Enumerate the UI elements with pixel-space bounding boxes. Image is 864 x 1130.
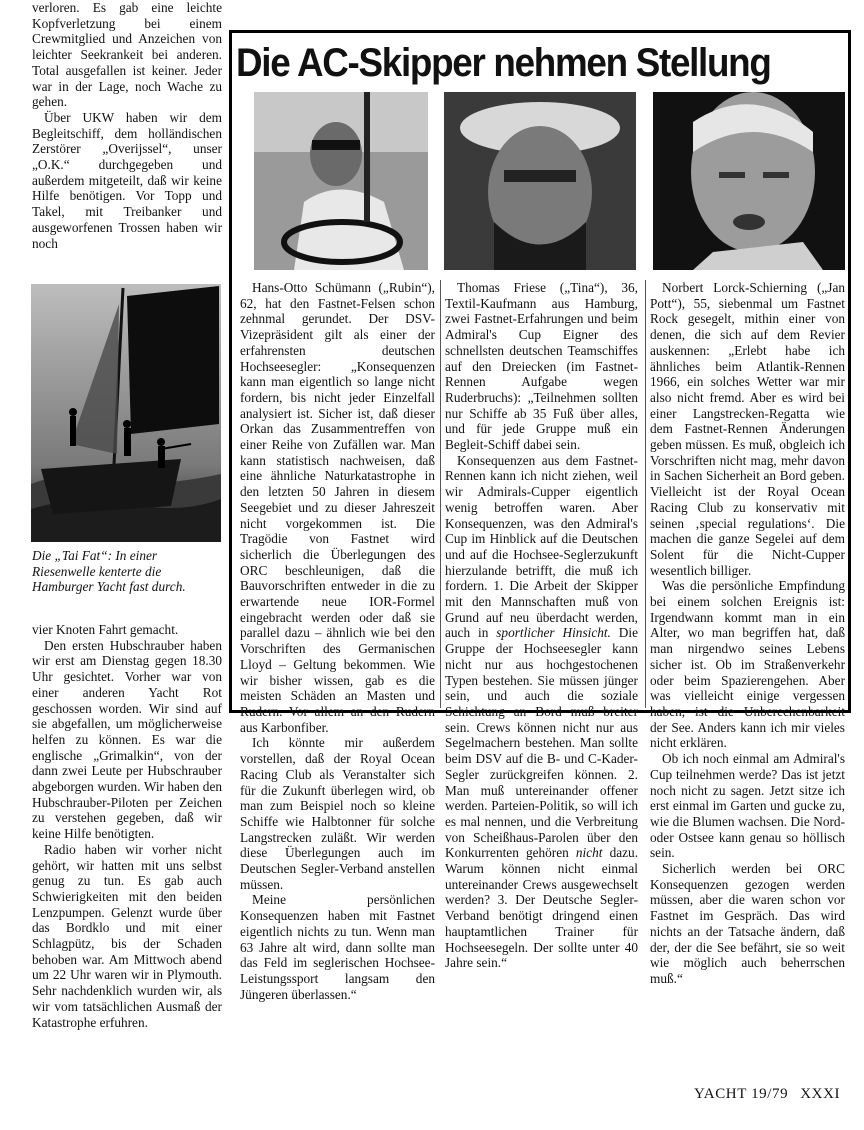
friese-paragraph-1: Thomas Friese („Tina“), 36, Textil-Kaufmann aus Hamburg, zwei Fastnet-Erfahrungen und beim Admiral's Cup Eigner des schnellsten deutschen Teamschiffes auf den Dreiecken (im Fastnet-Rennen Aufgabe wegen Ruderbruchs): „Teilnehmen sollten nur Schiffe ab 35 Fuß über alles, und für jede Gruppe muß ein Begleit-Schiff dabei sein. (445, 280, 638, 453)
left-paragraph-1: verloren. Es gab eine leichte Kopfverletzung bei einem Crewmitglied und Anzeichen von leichter Seekrankeit bei anderen. Total ausgefallen ist keiner. Jeder war in der Lage, noch Wache zu gehen. (32, 0, 222, 110)
friese-text-c: dazu. Warum können nicht einmal untereinander Crews ausgewechselt werden? 3. Der Deutsche Segler-Verband benötigt dringend einen hauptamtlichen Trainer für Hochseesegeln. Der sollte unter 40 Jahre sein.“ (445, 845, 639, 971)
column-divider-1 (440, 280, 441, 708)
portrait-lorck-image (653, 92, 845, 270)
lorck-paragraph-4: Sicherlich werden bei ORC Konsequenzen gezogen werden müssen, aber die waren schon vor Fastnet im Gespräch. Das wird nichts an der Tatsache ändern, daß der, der die See befährt, sie so weit wie möglich auch beherrschen muß.“ (650, 861, 845, 986)
friese-emphasis-1: sportlicher Hinsicht. (496, 625, 611, 641)
feature-box-right-rule (848, 30, 851, 713)
feature-box-left-rule (229, 30, 232, 713)
left-paragraph-3: vier Knoten Fahrt gemacht. (32, 622, 179, 637)
lorck-paragraph-1: Norbert Lorck-Schierning („Jan Pott“), 55, siebenmal um Fastnet Rock gesegelt, mithin einer von denen, die sich auf dem Revier auskennen: „Erlebt habe ich ähnliches beim Atlantik-Rennen 1966, ein solches Wetter war mir also nicht fremd. Aber es wird bei einer Langstrecken-Regatta wie dem Fastnet-Rennen Änderungen geben müssen. Es muß, obgleich ich Vorschriften nicht mag, mehr davon in Sachen Sicherheit an Bord geben. Vielleicht ist der Royal Ocean Racing Club zu konservativ mit seinen ‚special regulations‘. Die machen die ganze Segelei auf dem Solent für die Nicht-Cupper wesentlich billiger. (650, 280, 845, 578)
statement-friese (445, 280, 638, 971)
statement-schuemann (240, 280, 435, 1002)
friese-paragraph-2 (445, 453, 638, 971)
magazine-issue: YACHT 19/79 (694, 1086, 789, 1102)
portrait-schuemann (254, 92, 428, 270)
lorck-paragraph-3: Ob ich noch einmal am Admiral's Cup teilnehmen werde? Das ist jetzt noch nicht zu sagen. Jetzt sitze ich erst einmal im Garten und gucke zu, wie die Blumen wachsen. Die Nord- oder Ostsee kann genau so höllisch sein. (650, 751, 845, 861)
schuemann-paragraph-3: Meine persönlichen Konsequenzen haben mit Fastnet eigentlich nichts zu tun. Wenn man 63 Jahre alt wird, dann sollte man das Feld im seglerischen Hochsee-Leistungssport langsam den Jüngeren überlassen.“ (240, 892, 435, 1002)
headline: Die AC-Skipper nehmen Stellung (236, 41, 771, 85)
page-footer (694, 1086, 840, 1103)
left-paragraph-4: Den ersten Hubschrauber haben wir erst am Dienstag gegen 18.30 Uhr gesichtet. Vorher war von einer anderen Yacht Rot geschossen worden. Wir sind auf sie abgefallen, um möglicherweise helfen zu können. Es war die englische „Grimalkin“, von der dann zwei Leute per Hubschrauber abgeborgen wurden. Wir haben den Hubschrauber-Piloten per Zeichen zu verstehen gegeben, daß wir keine Hilfe benötigten. (32, 637, 222, 842)
friese-text-b: Die Gruppe der Hochseesegler kann nicht nur aus hochgestochenen Typen bestehen. Sie müssen jünger sein, und auch die soziale Schichtung an Bord muß breiter sein. Crews können nicht nur aus Segelmachern bestehen. Man sollte beim DSV auf die B- und C-Kader-Segler zurückgreifen können. 2. Man muß untereinander offener werden. Parteien-Politik, so will ich es mal nennen, und die Verbreitung von Scheißhaus-Parolen über den Konkurrenten gehören (445, 625, 638, 861)
portrait-lorck (653, 92, 845, 270)
statement-lorck-schierning (650, 280, 845, 987)
left-paragraph-5: Radio haben wir vorher nicht gehört, wir hatten mit uns selbst genug zu tun. Es gab auch Schwierigkeiten mit den beiden Lenzpumpen. Gelenzt wurde über das Bordklo und mit einer Schlagpütz, bis der Schaden behoben war. Am Mittwoch abend um 22 Uhr waren wir in Plymouth. Sehr nachdenklich wurden wir, als wir vom tatsächlichen Ausmaß der Katastrophe erfuhren. (32, 841, 222, 1030)
page-number: XXXI (800, 1086, 841, 1102)
friese-emphasis-2: nicht (575, 845, 603, 861)
lorck-paragraph-2: Was die persönliche Empfindung bei einem solchen Ereignis ist: Irgendwann kommt man in ein Alter, wo man begriffen hat, daß man nirgendwo seines Lebens sicher ist. Ob im Straßenverkehr oder beim Spazierengehen. Aber was vielleicht einige vergessen haben, ist die Unberechenbarkeit der See. Anders kann ich mir vieles nicht erklären. (650, 578, 845, 751)
sailboat-illustration (31, 284, 221, 542)
left-column-bottom (32, 622, 222, 1030)
friese-text-a: Konsequenzen aus dem Fastnet-Rennen kann ich nicht ziehen, weil wir Admirals-Cupper eigentlich wenig betroffen waren. Aber Konsequenzen, was den Admiral's Cup im Hinblick auf die Deutschen und auf die Hochsee-Seglerzukunft hierzulande betrifft, die muß ich fordern. 1. Die Arbeit der Skipper mit den Mannschaften muß von Grund auf neu überdacht werden, auch in (445, 452, 638, 641)
portrait-friese-image (444, 92, 636, 270)
column-divider-2 (645, 280, 646, 708)
left-column-top (32, 0, 222, 251)
schuemann-paragraph-1: Hans-Otto Schümann („Rubin“), 62, hat den Fastnet-Felsen schon zehnmal gerundet. Der DSV-Vizepräsident gilt als einer der erfahrensten deutschen Hochseesegler: „Konsequenzen kann man eigentlich so lange nicht fordern, bis nicht jeder Einzelfall analysiert ist. Sicher ist, daß dieser Orkan das Zusammentreffen von einer Reihe von Zufällen war. Man kann statistisch nachweisen, daß eine ähnliche Naturkatastrophe in den letzten 50 Jahren in diesem Seegebiet und zu dieser Jahreszeit nicht vorgekommen ist. Die Tragödie von Fastnet wird sicherlich die Überlegungen des ORC beschleunigen, daß die Bauvorschriften entweder in die zu erwartende neue IOR-Formel eingebracht werden oder daß sie parallel dazu – ähnlich wie bei den Vorschriften des Germanischen Lloyd – Geltung bekommen. Wie wir bisher wissen, gab es die meisten Schäden an Masten und Rudern. Vor allem an den Rudern aus Karbonfiber. (240, 280, 435, 735)
boat-photo (31, 284, 221, 542)
portrait-friese (444, 92, 636, 270)
photo-caption: Die „Tai Fat“: In einer Riesenwelle kenterte die Hamburger Yacht fast durch. (32, 548, 186, 595)
feature-box-top-rule (229, 30, 851, 33)
portrait-schuemann-image (254, 92, 428, 270)
left-paragraph-2: Über UKW haben wir dem Begleitschiff, dem holländischen Zerstörer „Overijssel“, unser „O.K.“ durchgegeben und außerdem mitgeteilt, daß wir keine Hilfe benötigen. Vor Topp und Takel, mit Treibanker und ausgeworfenen Trossen haben wir noch (32, 109, 222, 251)
schuemann-paragraph-2: Ich könnte mir außerdem vorstellen, daß der Royal Ocean Racing Club als Veranstalter sich für die Zukunft überlegen wird, ob man zum Beispiel noch so kleine Schiffe wie Halbtonner für solche Langstrecken zuläßt. Wir werden diese Überlegungen auch im Deutschen Segler-Verband anstellen müssen. (240, 735, 435, 892)
